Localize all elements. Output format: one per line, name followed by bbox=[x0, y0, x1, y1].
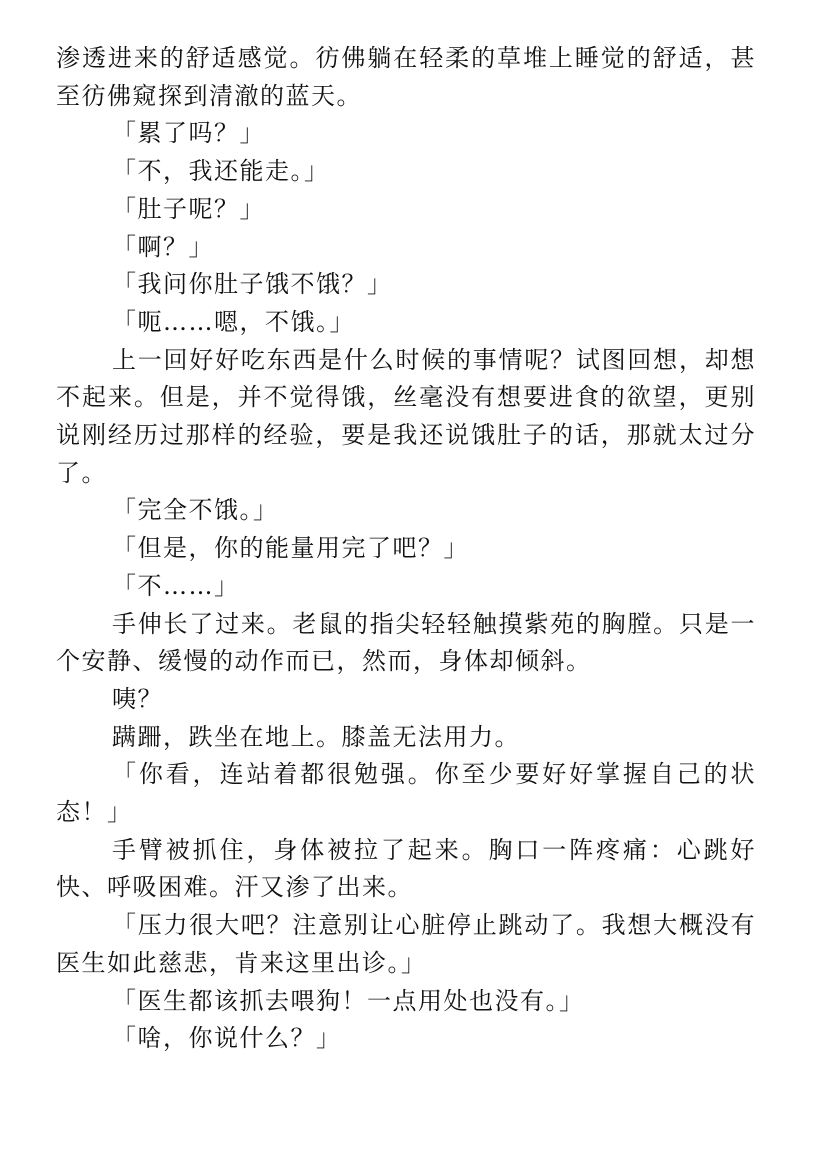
paragraph-13: 咦？ bbox=[112, 684, 163, 713]
paragraph-3: 「不，我还能走。」 bbox=[112, 157, 330, 186]
paragraph-5: 「啊？」 bbox=[112, 232, 214, 261]
paragraph-17: 「压力很大吧？注意别让心脏停止跳动了。我想大概没有医生如此慈悲，肯来这里出诊。」 bbox=[56, 911, 756, 977]
paragraph-15: 「你看，连站着都很勉强。你至少要好好掌握自己的状态！」 bbox=[56, 760, 756, 827]
paragraph-6: 「我问你肚子饿不饿？」 bbox=[112, 270, 393, 299]
paragraph-18: 「医生都该抓去喂狗！一点用处也没有。」 bbox=[112, 986, 585, 1015]
paragraph-14: 蹒跚，跌坐在地上。膝盖无法用力。 bbox=[112, 722, 520, 751]
document-page bbox=[56, 40, 756, 1058]
paragraph-8: 上一回好好吃东西是什么时候的事情呢？试图回想，却想不起来。但是，并不觉得饿，丝毫没有想要进食的欲望，更别说刚经历过那样的经验，要是我还说饿肚子的话，那就太过分了。 bbox=[56, 345, 756, 487]
paragraph-12: 手伸长了过来。老鼠的指尖轻轻触摸紫苑的胸膛。只是一个安静、缓慢的动作而已，然而，身体却倾斜。 bbox=[56, 609, 756, 676]
paragraph-10: 「但是，你的能量用完了吧？」 bbox=[112, 534, 469, 563]
paragraph-2: 「累了吗？」 bbox=[112, 119, 265, 148]
paragraph-4: 「肚子呢？」 bbox=[112, 194, 265, 223]
paragraph-11: 「不……」 bbox=[112, 571, 240, 600]
paragraph-7: 「呃……嗯，不饿。」 bbox=[112, 307, 355, 336]
paragraph-16: 手臂被抓住，身体被拉了起来。胸口一阵疼痛：心跳好快、呼吸困难。汗又渗了出来。 bbox=[56, 835, 756, 902]
paragraph-1: 渗透进来的舒适感觉。彷佛躺在轻柔的草堆上睡觉的舒适，甚至彷佛窥探到清澈的蓝天。 bbox=[56, 44, 756, 110]
paragraph-19: 「啥，你说什么？」 bbox=[112, 1024, 342, 1053]
paragraph-9: 「完全不饿。」 bbox=[112, 496, 279, 525]
